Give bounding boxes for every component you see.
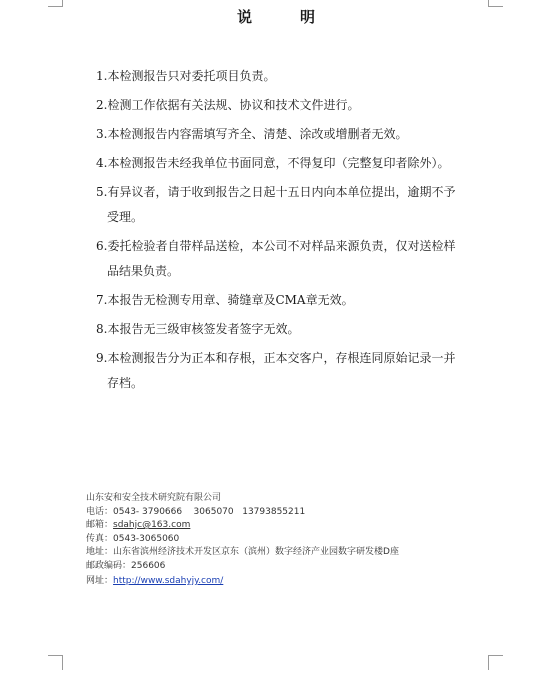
note-item <box>96 317 496 342</box>
note-line: 6.委托检验者自带样品送检，本公司不对样品来源负责，仅对送检样 <box>96 239 456 253</box>
note-item <box>96 288 496 313</box>
email-row <box>86 519 399 533</box>
note-item <box>96 122 496 147</box>
page-title: 说明 <box>236 8 363 26</box>
website-link[interactable]: http://www.sdahyjy.com/ <box>113 576 224 586</box>
page-corner-mark-bottom-right <box>488 655 503 670</box>
note-line: 7.本报告无检测专用章、骑缝章及CMA章无效。 <box>96 293 354 307</box>
notes-list <box>96 64 496 400</box>
note-item <box>96 151 496 176</box>
fax-label: 传真： <box>86 533 114 544</box>
fax-value: 0543-3065060 <box>113 533 180 544</box>
note-line: 8.本报告无三级审核签发者签字无效。 <box>96 322 300 336</box>
note-line: 1.本检测报告只对委托项目负责。 <box>96 69 276 83</box>
postal-row <box>86 560 399 574</box>
address-label: 地址： <box>86 547 114 557</box>
website-label: 网址： <box>86 576 114 586</box>
note-line: 存档。 <box>107 376 144 390</box>
note-item <box>96 93 496 118</box>
email-link[interactable]: sdahjc@163.com <box>113 520 191 530</box>
note-item <box>96 346 496 396</box>
postal-label: 邮政编码： <box>86 560 132 571</box>
note-item <box>96 234 496 284</box>
page-corner-mark-bottom-left <box>48 655 63 670</box>
note-line: 品结果负责。 <box>107 264 180 278</box>
note-line: 9.本检测报告分为正本和存根，正本交客户，存根连同原始记录一并 <box>96 351 456 365</box>
note-line: 2.检测工作依据有关法规、协议和技术文件进行。 <box>96 98 360 112</box>
note-line: 4.本检测报告未经我单位书面同意，不得复印（完整复印者除外）。 <box>96 156 450 170</box>
address-row <box>86 546 399 560</box>
phone-value: 0543- 3790666 3065070 13793855211 <box>113 506 306 517</box>
fax-row <box>86 533 399 547</box>
website-row <box>86 575 399 589</box>
note-line: 3.本检测报告内容需填写齐全、清楚、涂改或增删者无效。 <box>96 127 408 141</box>
contact-block <box>86 492 399 589</box>
company-name: 山东安和安全技术研究院有限公司 <box>86 493 222 503</box>
address-value: 山东省滨州经济技术开发区京东（滨州）数字经济产业园数字研发楼D座 <box>113 547 399 557</box>
note-line: 受理。 <box>107 210 144 224</box>
phone-label: 电话： <box>86 506 114 517</box>
note-item <box>96 180 496 230</box>
phone-row <box>86 506 399 520</box>
note-line: 5.有异议者，请于收到报告之日起十五日内向本单位提出，逾期不予 <box>96 185 456 199</box>
note-item <box>96 64 496 89</box>
email-label: 邮箱： <box>86 520 114 530</box>
postal-value: 256606 <box>131 560 166 571</box>
